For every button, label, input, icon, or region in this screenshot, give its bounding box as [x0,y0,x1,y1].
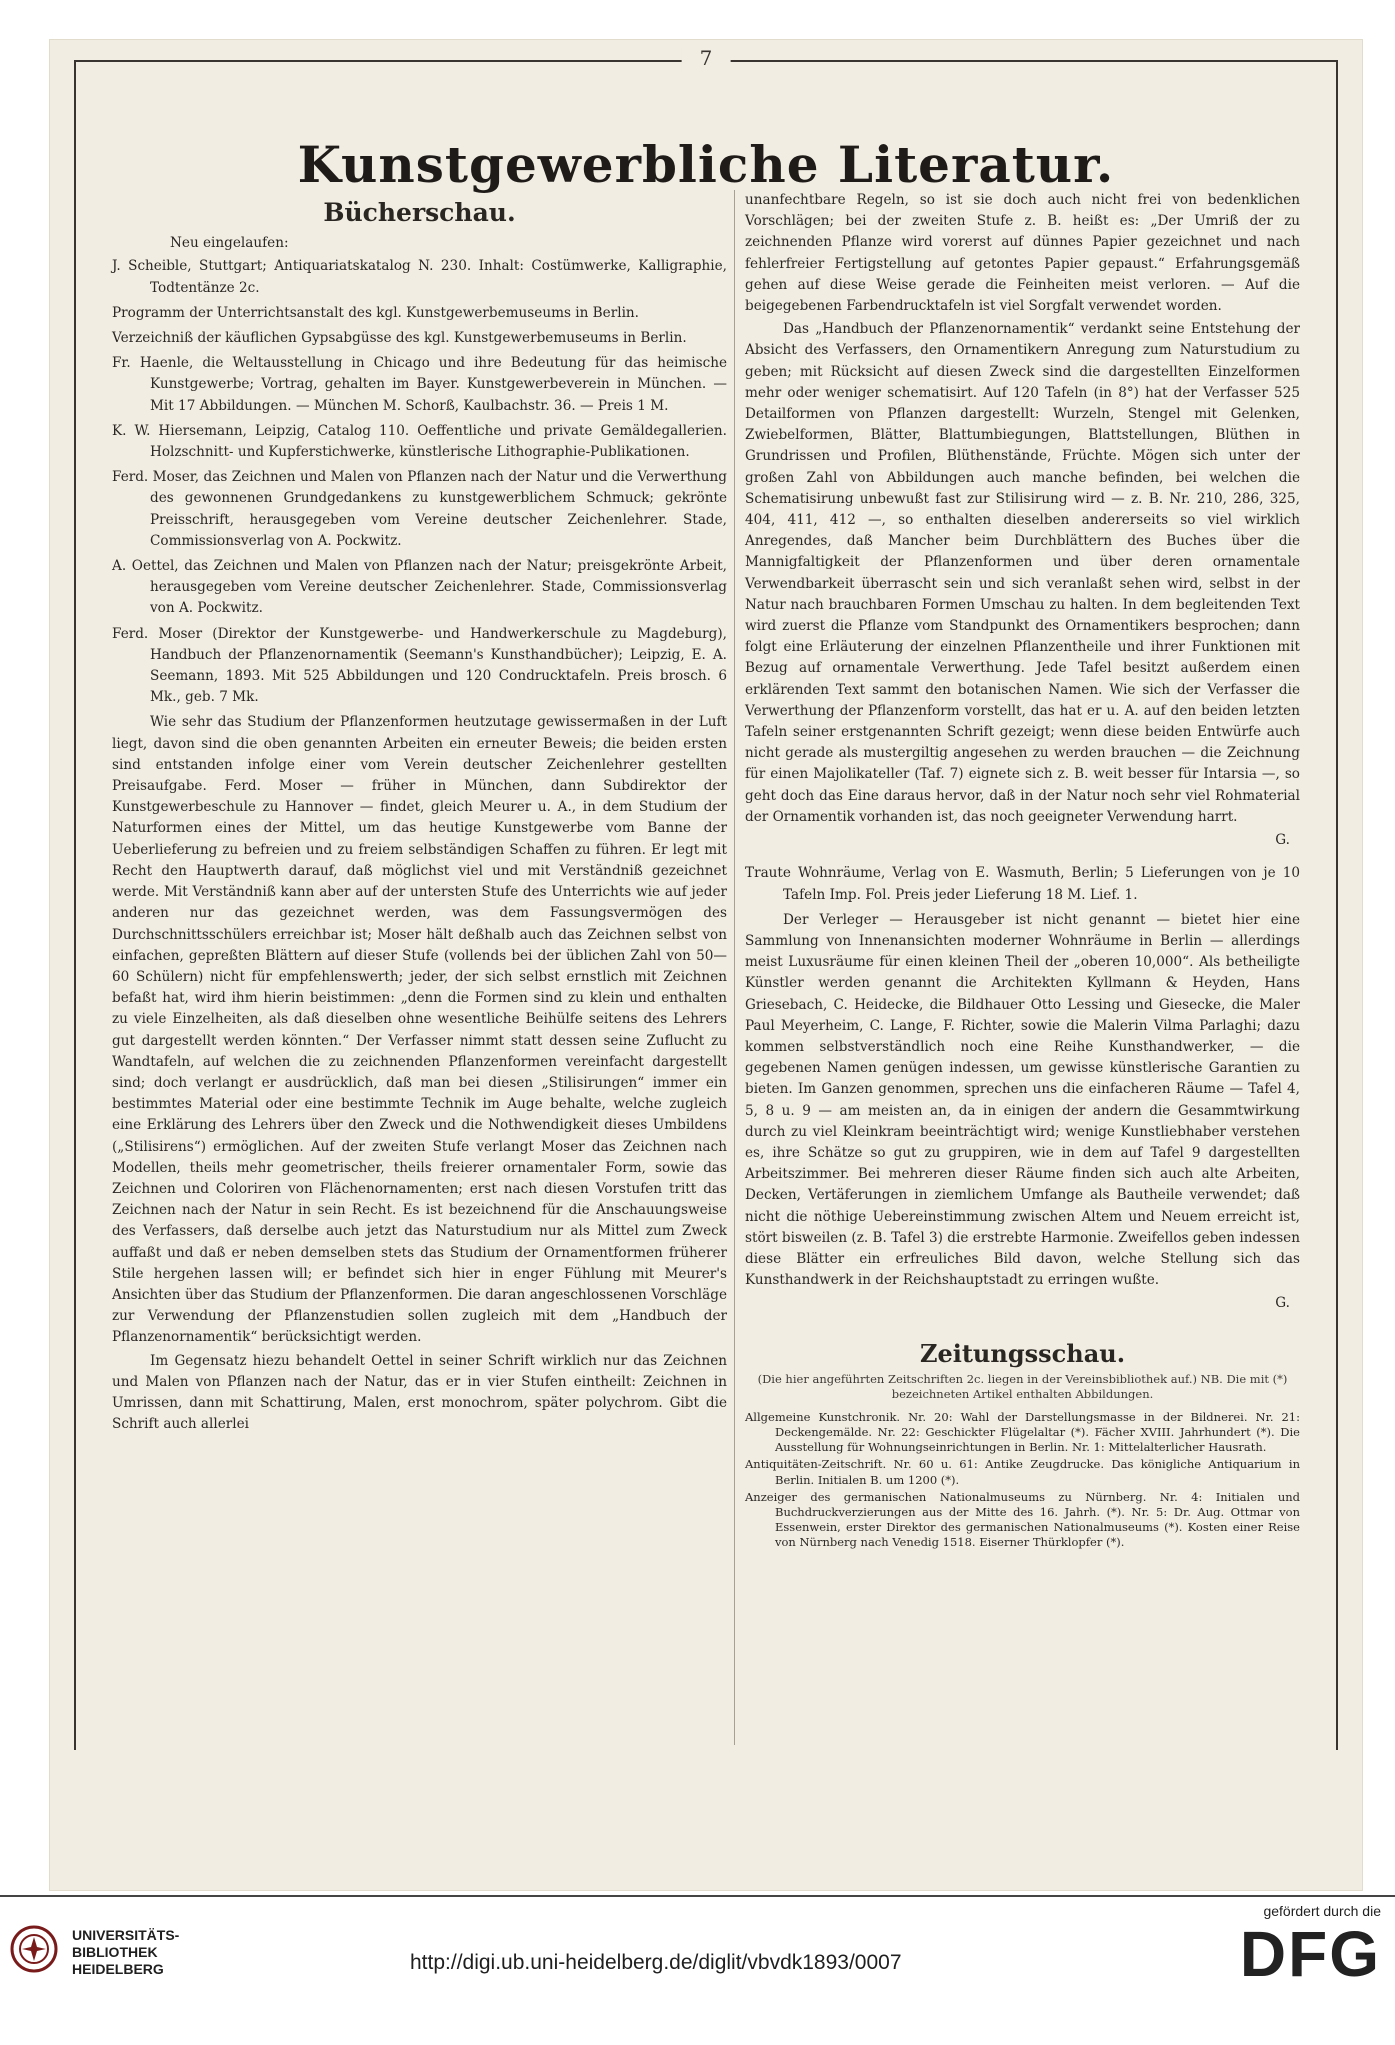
bibliography-entry: Ferd. Moser, das Zeichnen und Malen von Pflanzen nach der Natur und die Verwerthung des gewonnenen Grundgedankens zu kunstgewerblichem Schmuck; gekrönte Preisschrift, herausgegeben vom Vereine deutscher Zeichenlehrer. Stade, Commissionsverlag von A. Pockwitz. [112,469,727,549]
signature: G. [1275,832,1290,849]
funder-block [1240,1903,1381,1989]
funder-label: gefördert durch die [1263,1903,1381,1919]
page-number: 7 [682,46,731,70]
review-paragraph: Der Verleger — Herausgeber ist nicht genannt — bietet hier eine Sammlung von Innenansichten moderner Wohnräume in Berlin — allerdings meist Luxusräume für einen kleinen Theil der „oberen 10,000“. Als betheiligte Künstler werden genannt die Architekten Kyllmann & Heyden, Hans Griesebach, C. Heidecke, die Bildhauer Otto Lessing und Giesecke, die Maler Paul Meyerheim, C. Lange, F. Richter, sowie die Malerin Vilma Parlaghi; dazu kommen selbstverständlich noch eine Reihe Kunsthandwerker, — die gegebenen Namen genügen indessen, um gewisse künstlerische Garantien zu bieten. Im Ganzen genommen, sprechen uns die einfacheren Räume — Tafel 4, 5, 8 u. 9 — am meisten an, da in einigen der andern die Gesammtwirkung durch zu viel Kleinkram beeinträchtigt wird; wenige Kunstliebhaber verstehen es, ihre Schätze so gut zu gruppiren, wie in dem auf Tafel 9 dargestellten Arbeitszimmer. Bei mehreren dieser Räume finden sich auch alte Arbeiten, Decken, Vertäferungen in ziemlichem Umfange als Bautheile verwendet; daß nicht die nöthige Uebereinstimmung zwischen Altem und Neuem erreicht ist, stört bisweilen (z. B. Tafel 3) die erstrebte Harmonie. Zweifellos geben indessen diese Blätter ein erfreuliches Bild davon, welche Stellung sich das Kunsthandwerk in der Reichshauptstadt zu erringen wußte. [745,911,1300,1289]
bibliography-entry: J. Scheible, Stuttgart; Antiquariatskatalog N. 230. Inhalt: Costümwerke, Kalligraphie, Todtentänze 2c. [112,258,727,296]
review-paragraph: Im Gegensatz hiezu behandelt Oettel in seiner Schrift wirklich nur das Zeichnen und Malen von Pflanzen nach der Natur, das er in vier Stufen eintheilt: Zeichnen in Umrissen, dann mit Schattirung, Malen, erst monochrom, später polychrom. Gibt die Schrift auch allerlei [112,1352,727,1433]
right-frame-rule [1336,60,1338,1750]
bibliography-entry: Ferd. Moser (Direktor der Kunstgewerbe- und Handwerkerschule zu Magdeburg), Handbuch der Pflanzenornamentik (Seemann's Kunsthandbücher); Leipzig, E. A. Seemann, 1893. Mit 525 Abbildungen und 120 Condrucktafeln. Preis brosch. 6 Mk., geb. 7 Mk. [112,625,727,706]
left-frame-rule [74,60,76,1750]
digitization-footer [0,1895,1395,2045]
zeitungsschau-heading: Zeitungsschau. [919,1338,1126,1368]
bibliography-entry: Programm der Unterrichtsanstalt des kgl. Kunstgewerbemuseums in Berlin. [112,304,639,321]
buecherschau-heading: Bücherschau. [323,198,516,227]
signature: G. [1275,1295,1290,1312]
bibliography-entry: Verzeichniß der käuflichen Gypsabgüsse des kgl. Kunstgewerbemuseums in Berlin. [112,330,687,347]
bibliography-entry: Fr. Haenle, die Weltausstellung in Chicago und ihre Bedeutung für das heimische Kunstgewerbe; Vortrag, gehalten im Bayer. Kunstgewerbeverein in München. — Mit 17 Abbildungen. — München M. Schorß, Kaulbachstr. 36. — Preis 1 M. [112,355,727,414]
right-column [745,190,1300,1553]
intro-line: Neu eingelaufen: [170,235,289,252]
editorial-note: (Die hier angeführten Zeitschriften 2c. liegen in der Vereinsbibliothek auf.) NB. Die mit (*) bezeichneten Artikel enthalten Abbildungen. [757,1371,1288,1401]
left-column [112,200,727,1437]
periodical-entry: Allgemeine Kunstchronik. Nr. 20: Wahl der Darstellungsmasse in der Bildnerei. Nr. 21: Deckengemälde. Nr. 22: Geschickter Flügelaltar (*). Fächer XVIII. Jahrhundert (*). Die Ausstellung für Wohnungseinrichtungen in Berlin. Nr. 1: Mittelalterlicher Hausrath. [745,1409,1300,1455]
periodical-entry: Anzeiger des germanischen Nationalmuseums zu Nürnberg. Nr. 4: Initialen und Buchdruckverzierungen aus der Mitte des 16. Jahrh. (*). Nr. 5: Dr. Aug. Ottmar von Essenwein, erster Direktor des germanischen Nationalmuseums (*). Kosten einer Reise von Nürnberg nach Venedig 1518. Eiserner Thürklopfer (*). [745,1489,1300,1550]
scanned-page [50,40,1362,1890]
column-divider [734,190,735,1745]
review-paragraph: Das „Handbuch der Pflanzenornamentik“ verdankt seine Entstehung der Absicht des Verfassers, den Ornamentikern Anregung zum Naturstudium zu geben; mit Rücksicht auf diesen Zweck sind die dargestellten Einzelformen mehr oder weniger schematisirt. Auf 120 Tafeln (in 8°) hat der Verfasser 525 Detailformen von Pflanzen dargestellt: Wurzeln, Stengel mit Gelenken, Zwiebelformen, Blätter, Blattumbiegungen, Blattstellungen, Blüthen in Grundrissen und Profilen, Blüthenstände, Früchte. Mögen sich unter der großen Zahl von Abbildungen auch manche befinden, bei welchen die Schematisirung unbewußt fast zur Stilisirung wird — z. B. Nr. 210, 286, 325, 404, 411, 412 —, so enthalten dieselben andererseits so viel wirklich Anregendes, daß Mancher beim Durchblättern des Buches über die Mannigfaltigkeit der Pflanzenformen und über deren ornamentale Verwendbarkeit überrascht sein und sich veranlaßt sehen wird, selbst in der Natur nach brauchbaren Formen Umschau zu halten. In dem begleitenden Text wird zuerst die Pflanze vom Standpunkt des Ornamentikers besprochen; dann folgt eine Erläuterung der einzelnen Pflanzentheile und ihrer Funktionen mit Bezug auf ornamentale Verwerthung. Jede Tafel besitzt außerdem einen erklärenden Text sammt den botanischen Namen. Wie sich der Verfasser die Verwerthung der Pflanzenform vorstellt, das hat er u. A. auf den beiden letzten Tafeln seiner erstgenannten Schrift gezeigt; wenn diese beiden Entwürfe auch nicht gerade als mustergiltig angesehen zu werden brauchen — die Zeichnung für einen Majolikateller (Taf. 7) eignete sich z. B. weit besser für Intarsia —, so geht doch das Eine daraus hervor, daß in der Natur noch sehr viel Rohmaterial der Ornamentik vorhanden ist, das noch geeigneter Verwendung harrt. [745,321,1300,825]
review-paragraph: unanfechtbare Regeln, so ist sie doch auch nicht frei von bedenklichen Vorschlägen; bei der zweiten Stufe z. B. heißt es: „Der Umriß der zu zeichnenden Pflanze wird vorerst auf dünnes Papier gezeichnet und nach fehlerfreier Fertigstellung auf getontes Papier gepaust.“ Erfahrungsgemäß gehen auf diese Weise gerade die Feinheiten meist verloren. — Auf die beigegebenen Farbendrucktafeln ist viel Sorgfalt verwendet worden. [745,192,1300,315]
review-paragraph: Wie sehr das Studium der Pflanzenformen heutzutage gewissermaßen in der Luft liegt, davon sind die oben genannten Arbeiten ein erneuter Beweis; die beiden ersten sind entstanden infolge einer vom Verein deutscher Zeichenlehrer gestellten Preisaufgabe. Ferd. Moser — früher in München, dann Subdirektor der Kunstgewerbeschule zu Hannover — findet, gleich Meurer u. A., in dem Studium der Naturformen eines der Mittel, um das heutige Kunstgewerbe vom Banne der Ueberlieferung zu befreien und zu freiem selbständigen Schaffen zu führen. Er legt mit Recht den Hauptwerth darauf, daß möglichst viel und mit Verständniß gezeichnet werde. Mit Verständniß kann aber auf der untersten Stufe des Unterrichts wie auf jeder anderen nur das gezeichnet werden, was dem Fassungsvermögen des Durchschnittsschülers erreichbar ist; Moser hält deßhalb auch das Zeichnen selbst von einfachen, gepreßten Blättern auf dieser Stufe (vollends bei der üblichen Zahl von 50—60 Schülern) nicht für empfehlenswerth; jeder, der sich selbst ernstlich mit Zeichnen befaßt hat, wird ihm hierin beistimmen: „denn die Formen sind zu klein und enthalten zu viele Einzelheiten, als daß dieselben ohne wesentliche Beihülfe seitens des Lehrers gut dargestellt werden könnten.“ Der Verfasser nimmt statt dessen seine Zuflucht zu Wandtafeln, auf welchen die zu zeichnenden Pflanzenformen vereinfacht dargestellt sind; doch verlangt er ausdrücklich, daß man bei diesen „Stilisirungen“ immer ein bestimmtes Material oder eine bestimmte Technik im Auge behalte, welche zugleich eine Erklärung des Lehrers über den Zweck und die Nothwendigkeit dieses Umbildens („Stilisirens“) ermöglichen. Auf der zweiten Stufe verlangt Moser das Zeichnen nach Modellen, theils mehr geometrischer, theils freierer ornamentaler Form, sowie das Zeichnen und Coloriren von Flächenornamenten; erst nach diesen Vorstufen tritt das Zeichnen nach der Natur in sein Recht. Es ist bezeichnend für die Anschauungsweise des Verfassers, daß derselbe auch jetzt das Naturstudium nur als Mittel zum Zweck auffaßt und daß er neben demselben stets das Studium der Ornamentformen früherer Stile hergehen lassen will; er befindet sich hier in enger Fühlung mit Meurer's Ansichten über das Studium der Pflanzenformen. Die daran angeschlossenen Vorschläge zur Verwendung der Pflanzenstudien sollen zugleich mit dem „Handbuch der Pflanzenornamentik“ berücksichtigt werden. [112,714,727,1346]
page-title: Kunstgewerbliche Literatur. [297,135,1115,194]
university-library-name: UNIVERSITÄTS- BIBLIOTHEK HEIDELBERG [72,1927,180,1977]
footer-rule [0,1895,1395,1897]
bibliography-entry: K. W. Hiersemann, Leipzig, Catalog 110. Oeffentliche und private Gemäldegallerien. Holzschnitt- und Kupferstichwerke, künstlerische Lithographie-Publikationen. [112,422,727,461]
bibliography-entry: Traute Wohnräume, Verlag von E. Wasmuth, Berlin; 5 Lieferungen von je 10 Tafeln Imp. Fol. Preis jeder Lieferung 18 M. Lief. 1. [745,865,1300,903]
university-seal-icon [10,1925,58,1973]
periodical-entry: Antiquitäten-Zeitschrift. Nr. 60 u. 61: Antike Zeugdrucke. Das königliche Antiquarium in Berlin. Initialen B. um 1200 (*). [745,1457,1300,1487]
permalink-url[interactable]: http://digi.ub.uni-heidelberg.de/diglit/vbvdk1893/0007 [410,1951,902,1974]
dfg-logo: DFG [1239,1918,1381,1990]
bibliography-entry: A. Oettel, das Zeichnen und Malen von Pflanzen nach der Natur; preisgekrönte Arbeit, herausgegeben vom Vereine deutscher Zeichenlehrer. Stade, Commissionsverlag von A. Pockwitz. [112,558,727,617]
